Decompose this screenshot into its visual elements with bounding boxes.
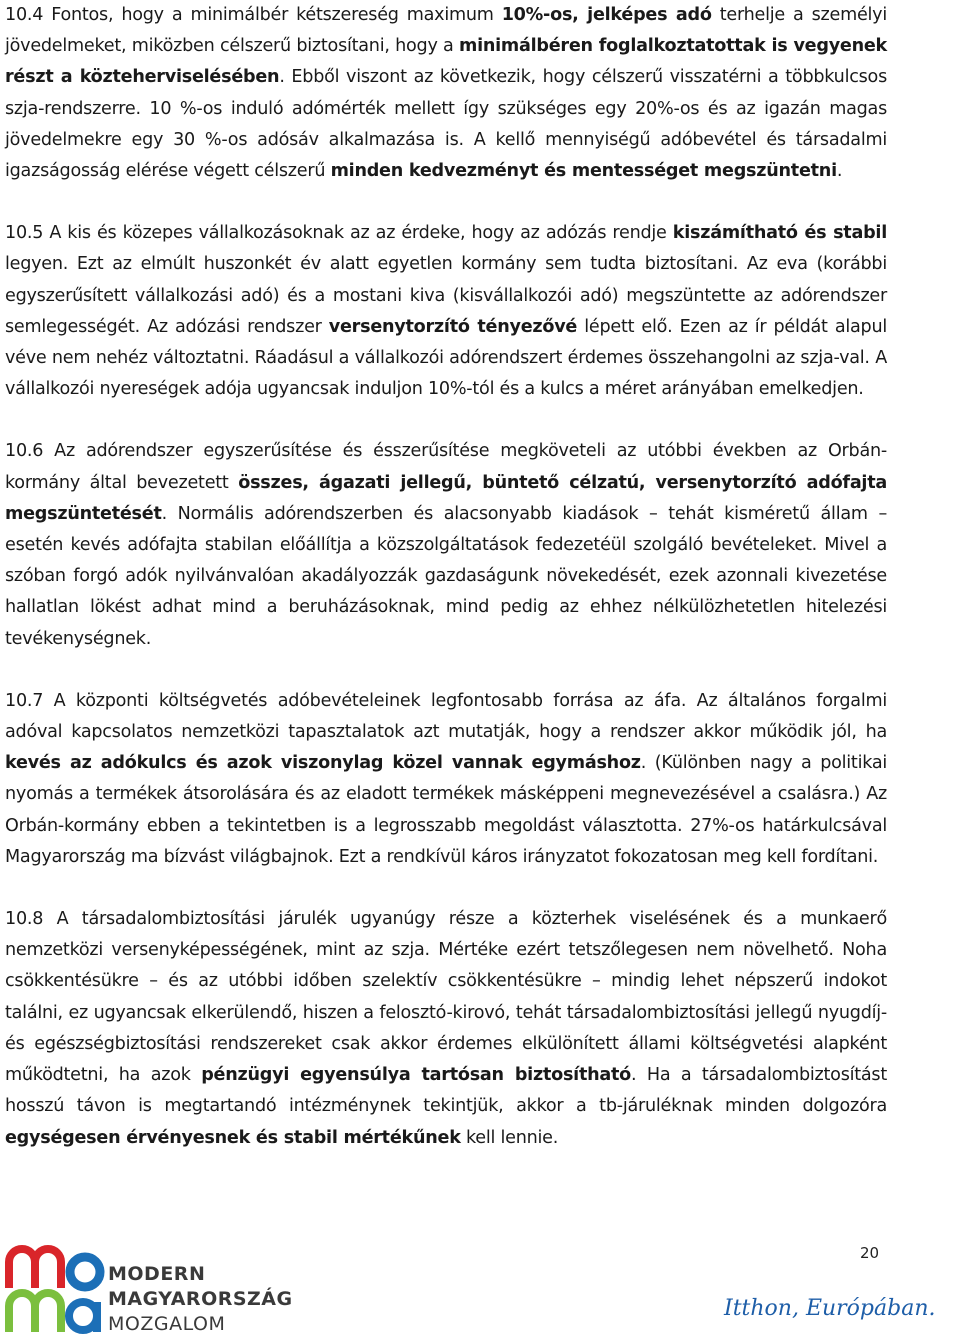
logo-wordmark: [108, 1262, 293, 1337]
body-text: .: [836, 161, 843, 182]
logo-a-bottom: [69, 1302, 97, 1330]
paragraph-section-10-8: [5, 904, 887, 1154]
body-text: . (Különben nagy a politikai nyomás a termékek átsorolására és az eladott termékek másképpeni megnevezésével a csalásra.) Az Orbán-kormány ebben a tekintetben is a legrosszabb megoldást választotta. 27%-os határkulcsával Magyarország ma bízvást világbajnok. Ezt a rendkívül káros irányzatot fokozatosan meg kell fordítani.: [5, 753, 888, 867]
body-text: lépett elő. Ezen az ír példát alapul véve nem nehéz változtatni. Ráadásul a vállalkozói adórendszert érdemes összehangolni az szja-val. A vállalkozói nyereségek adója ugyancsak induljon 10%-tól és a kulcs a méret arányában emelkedjen.: [5, 316, 887, 400]
emphasis-text: kiszámítható és stabil: [672, 223, 887, 244]
body-text: . Ebből viszont az következik, hogy célszerű visszatérni a többkulcsos szja-rendszerre. 10 %-os induló adómérték mellett így szükséges egy 20%-os és az igazán magas jövedelmekre egy 30 %-os adósáv alkalmazása is. A kellő mennyiségű adóbevétel és társadalmi igazságosság elérése végett célszerű: [5, 67, 887, 182]
logo-m-top: [9, 1249, 61, 1288]
logo-line-1: MODERN: [108, 1263, 206, 1285]
body-text: kell lennie.: [460, 1127, 559, 1148]
body-text: . Normális adórendszerben és alacsonyabb kiadások – tehát kisméretű állam – esetén kevés adófajta stabilan előállítja a közszolgáltatások fedezetéül szolgáló bevételeket. Mivel a szóban forgó adók nyilvánvalóan akadályozzák gazdaságunk növekedését, ezek azonnali kivezetése hallatlan lökést adhat mind a beruházásoknak, mind pedig az ehhez nélkülözhetetlen hitelezési tevékenységnek.: [5, 503, 887, 649]
emphasis-text: pénzügyi egyensúlya tartósan biztosítható: [201, 1065, 632, 1086]
document-body: [5, 0, 887, 1185]
emphasis-text: egységesen érvényesnek és stabil mértékűnek: [5, 1127, 461, 1148]
emphasis-text: versenytorzító tényezővé: [328, 316, 578, 337]
body-text: 10.5 A kis és közepes vállalkozásoknak az az érdeke, hogy az adózás rendje: [5, 223, 673, 244]
body-text: 10.8 A társadalombiztosítási járulék ugyanúgy része a közterhek viselésének és a munkaerő nemzetközi versenyképességének, mint az szja. Mértéke ezért tetszőlegesen nem növelhető. Noha csökkentésükre – és az utóbbi időben szelektív csökkentésükre – mindig lehet népszerű indokot találni, ez ugyancsak elkerülendő, hiszen a felosztó-kirovó, tehát társadalombiztosítási jellegű nyugdíj- és egészségbiztosítási rendszereket csak akkor érdemes elkülönített állami költségvetési alapként működtetni, ha azok: [5, 909, 887, 1086]
page-number: 20: [860, 1244, 880, 1262]
body-text: terhelje a személyi jövedelmeket, miközben célszerű biztosítani, hogy a: [5, 5, 887, 57]
slogan: Itthon, Európában.: [724, 1296, 936, 1321]
emphasis-text: minimálbéren foglalkoztatottak is vegyenek részt a közteherviselésében: [5, 36, 888, 88]
body-text: 10.7 A központi költségvetés adóbevételeinek legfontosabb forrása az áfa. Az általános forgalmi adóval kapcsolatos nemzetközi tapasztalatok azt mutatják, hogy a rendszer akkor működik jól, ha: [5, 690, 887, 743]
emphasis-text: 10%-os, jelképes adó: [501, 5, 712, 25]
body-text: 10.4 Fontos, hogy a minimálbér kétszereség maximum: [5, 5, 502, 25]
paragraph-section-10-7: [5, 686, 887, 873]
paragraph-section-10-4: [5, 0, 887, 187]
paragraph-section-10-6: [5, 436, 887, 654]
logo-line-2: MAGYARORSZÁG: [108, 1288, 293, 1310]
logo-o-top: [70, 1257, 100, 1287]
emphasis-text: minden kedvezményt és mentességet megszüntetni: [330, 161, 837, 182]
logo-m-bottom: [9, 1293, 61, 1332]
emphasis-text: összes, ágazati jellegű, büntető célzatú, versenytorzító adófajta megszüntetését: [5, 472, 888, 524]
emphasis-text: kevés az adókulcs és azok viszonylag közel vannak egymáshoz: [5, 753, 641, 774]
paragraph-section-10-5: [5, 218, 887, 405]
body-text: 10.6 Az adórendszer egyszerűsítése és ésszerűsítése megköveteli az utóbbi években az Orbán-kormány által bevezetett: [5, 441, 887, 493]
body-text: . Ha a társadalombiztosítást hosszú távon is megtartandó intézménynek tekintjük, akkor a tb-járuléknak minden dolgozóra: [5, 1065, 887, 1117]
logo-line-3: MOZGALOM: [108, 1313, 226, 1335]
body-text: legyen. Ezt az elmúlt huszonkét év alatt egyetlen kormány sem tudta biztosítani. Az eva (korábbi egyszerűsített vállalkozási adó) és a mostani kiva (kisvállalkozói adó) megszüntette az adórendszer semlegességét. Az adózási rendszer: [5, 254, 887, 337]
logo-a-stem: [93, 1302, 101, 1332]
